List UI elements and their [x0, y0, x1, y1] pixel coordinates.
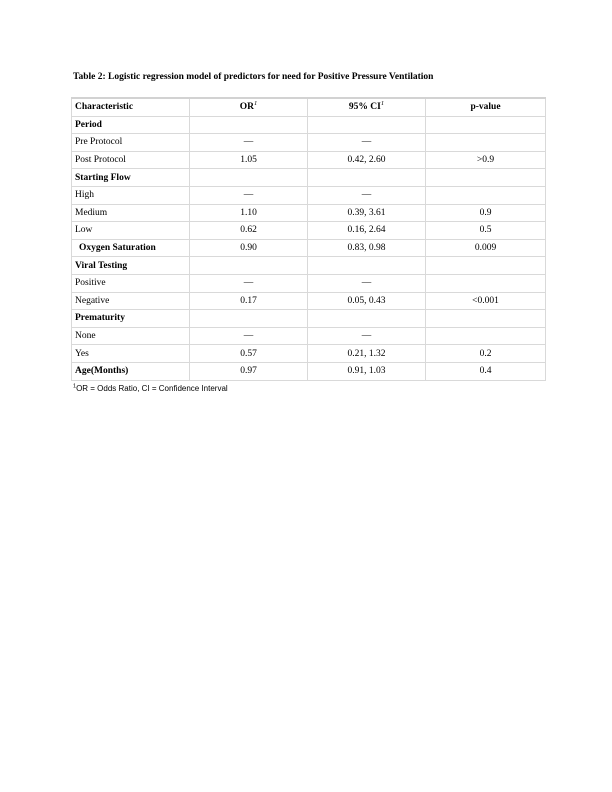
header-ci-label: 95% CI — [348, 102, 381, 113]
row-label: Yes — [72, 345, 190, 363]
pvalue-cell: >0.9 — [426, 151, 546, 169]
or-cell — [190, 257, 308, 275]
or-cell: — — [190, 327, 308, 345]
pvalue-cell — [426, 134, 546, 152]
table-row — [72, 345, 546, 363]
table-row — [72, 222, 546, 240]
table-row — [72, 169, 546, 187]
table-row — [72, 116, 546, 134]
or-cell: — — [190, 134, 308, 152]
row-label: Medium — [72, 204, 190, 222]
header-or-label: OR — [239, 102, 254, 113]
regression-table — [71, 97, 546, 381]
ci-cell: 0.39, 3.61 — [308, 204, 426, 222]
pvalue-cell — [426, 116, 546, 134]
ci-cell: 0.83, 0.98 — [308, 239, 426, 257]
header-pvalue — [426, 98, 546, 116]
or-cell — [190, 169, 308, 187]
table-row — [72, 151, 546, 169]
pvalue-cell: 0.9 — [426, 204, 546, 222]
pvalue-cell — [426, 169, 546, 187]
or-cell: 1.05 — [190, 151, 308, 169]
table-row — [72, 292, 546, 310]
row-label: Age(Months) — [72, 362, 190, 380]
ci-cell: 0.21, 1.32 — [308, 345, 426, 363]
row-label: Post Protocol — [72, 151, 190, 169]
row-label: Starting Flow — [72, 169, 190, 187]
or-cell — [190, 310, 308, 328]
pvalue-cell — [426, 327, 546, 345]
table-title: Table 2: Logistic regression model of predictors for need for Positive Pressure Ventilation — [73, 72, 434, 82]
or-cell — [190, 116, 308, 134]
row-label: Prematurity — [72, 310, 190, 328]
or-cell: 0.57 — [190, 345, 308, 363]
or-cell: 0.90 — [190, 239, 308, 257]
header-ci — [308, 98, 426, 116]
footnote-marker: 1 — [254, 100, 258, 108]
or-cell: 0.97 — [190, 362, 308, 380]
row-label: Negative — [72, 292, 190, 310]
row-label: Period — [72, 116, 190, 134]
pvalue-cell — [426, 186, 546, 204]
row-label: Oxygen Saturation — [72, 239, 190, 257]
row-label: None — [72, 327, 190, 345]
table-row — [72, 204, 546, 222]
ci-cell — [308, 169, 426, 187]
table-row — [72, 239, 546, 257]
ci-cell: 0.16, 2.64 — [308, 222, 426, 240]
row-label: Viral Testing — [72, 257, 190, 275]
table-footnote — [73, 384, 228, 393]
footnote-number: 1 — [73, 383, 77, 390]
ci-cell: 0.91, 1.03 — [308, 362, 426, 380]
pvalue-cell: 0.5 — [426, 222, 546, 240]
pvalue-cell: 0.2 — [426, 345, 546, 363]
or-cell: — — [190, 186, 308, 204]
pvalue-cell — [426, 310, 546, 328]
or-cell: 1.10 — [190, 204, 308, 222]
pvalue-cell — [426, 257, 546, 275]
table-header-row — [72, 98, 546, 116]
header-pvalue-label: p-value — [470, 102, 501, 113]
header-characteristic-label: Characteristic — [75, 102, 134, 113]
row-label: High — [72, 186, 190, 204]
ci-cell: — — [308, 134, 426, 152]
pvalue-cell: 0.4 — [426, 362, 546, 380]
header-characteristic — [72, 98, 190, 116]
ci-cell: — — [308, 327, 426, 345]
ci-cell: — — [308, 186, 426, 204]
or-cell: 0.62 — [190, 222, 308, 240]
pvalue-cell: <0.001 — [426, 292, 546, 310]
ci-cell: 0.05, 0.43 — [308, 292, 426, 310]
or-cell: 0.17 — [190, 292, 308, 310]
pvalue-cell — [426, 274, 546, 292]
ci-cell — [308, 310, 426, 328]
table-row — [72, 134, 546, 152]
or-cell: — — [190, 274, 308, 292]
header-or — [190, 98, 308, 116]
row-label: Pre Protocol — [72, 134, 190, 152]
ci-cell — [308, 257, 426, 275]
table-row — [72, 310, 546, 328]
ci-cell: — — [308, 274, 426, 292]
row-label: Low — [72, 222, 190, 240]
ci-cell: 0.42, 2.60 — [308, 151, 426, 169]
footnote-marker: 1 — [380, 100, 385, 108]
table-row — [72, 362, 546, 380]
table-row — [72, 257, 546, 275]
ci-cell — [308, 116, 426, 134]
table-row — [72, 186, 546, 204]
row-label: Positive — [72, 274, 190, 292]
footnote-text: OR = Odds Ratio, CI = Confidence Interval — [76, 384, 228, 393]
table-row — [72, 327, 546, 345]
pvalue-cell: 0.009 — [426, 239, 546, 257]
table-row — [72, 274, 546, 292]
